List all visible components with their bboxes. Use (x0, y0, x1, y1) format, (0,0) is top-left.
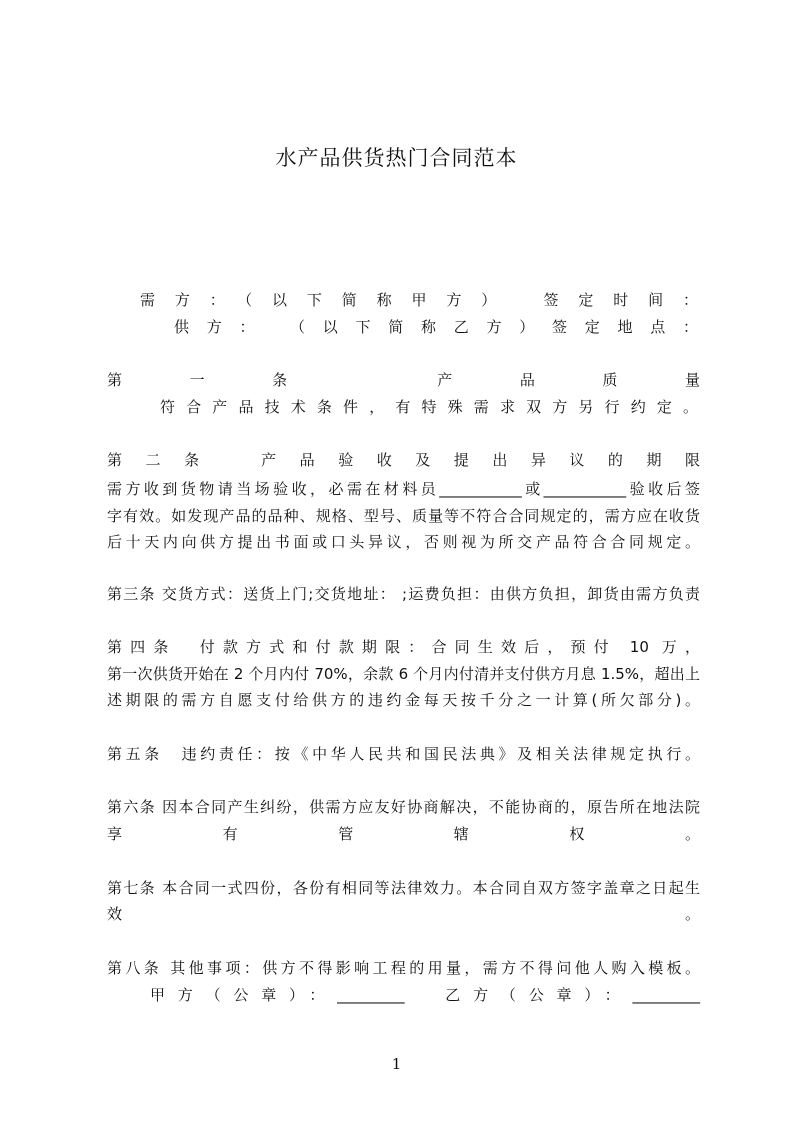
party-supplier-line: 供方： （以下简称乙方）签定地点： (174, 318, 698, 336)
clause-8: 第八条 其他事项：供方不得影响工程的用量，需方不得问他人购入模板。 (107, 959, 700, 977)
clause-7-line-2: 效。 (107, 905, 700, 923)
signature-line: 甲方（公章）：_________ 乙方（公章）：_________ (150, 986, 700, 1004)
clause-2-line-3: 后十天内向供方提出书面或口头异议，否则视为所交产品符合合同规定。 (107, 533, 700, 551)
clause-2-line-1: 需方收到货物请当场验收，必需在材料员___________或___________验收后签 (107, 480, 700, 498)
clause-4-line-2: 第一次供货开始在 2 个月内付 70%，余款 6 个月内付清并支付供方月息 1.5%，超出上 (107, 665, 700, 683)
clause-4-line-1: 第四条 付款方式和付款期限：合同生效后，预付 10 万， (107, 638, 700, 656)
clause-2-line-2: 字有效。如发现产品的品种、规格、型号、质量等不符合合同规定的，需方应在收货 (107, 507, 700, 525)
clause-2-heading: 第二条 产品验收及提出异议的期限 (107, 451, 700, 469)
clause-5: 第五条 违约责任：按《中华人民共和国民法典》及相关法律规定执行。 (107, 745, 700, 763)
clause-3: 第三条 交货方式：送货上门;交货地址： ;运费负担：由供方负担，卸货由需方负责 (107, 585, 700, 603)
clause-6-line-1: 第六条 因本合同产生纠纷，供需方应友好协商解决，不能协商的，原告所在地法院 (107, 798, 700, 816)
party-demander-line: 需方：（以下简称甲方） 签定时间： (140, 291, 698, 309)
clause-1-body: 符合产品技术条件，有特殊需求双方另行约定。 (160, 398, 698, 416)
clause-1-heading: 第一条 产品质量 (107, 371, 700, 389)
clause-7-line-1: 第七条 本合同一式四份，各份有相同等法律效力。本合同自双方签字盖章之日起生 (107, 879, 700, 897)
page-number: 1 (391, 1055, 402, 1073)
clause-4-line-3: 述期限的需方自愿支付给供方的违约金每天按千分之一计算(所欠部分)。 (107, 691, 700, 709)
clause-6-line-2: 享有管辖权。 (107, 825, 700, 843)
document-title: 水产品供货热门合同范本 (275, 146, 518, 170)
